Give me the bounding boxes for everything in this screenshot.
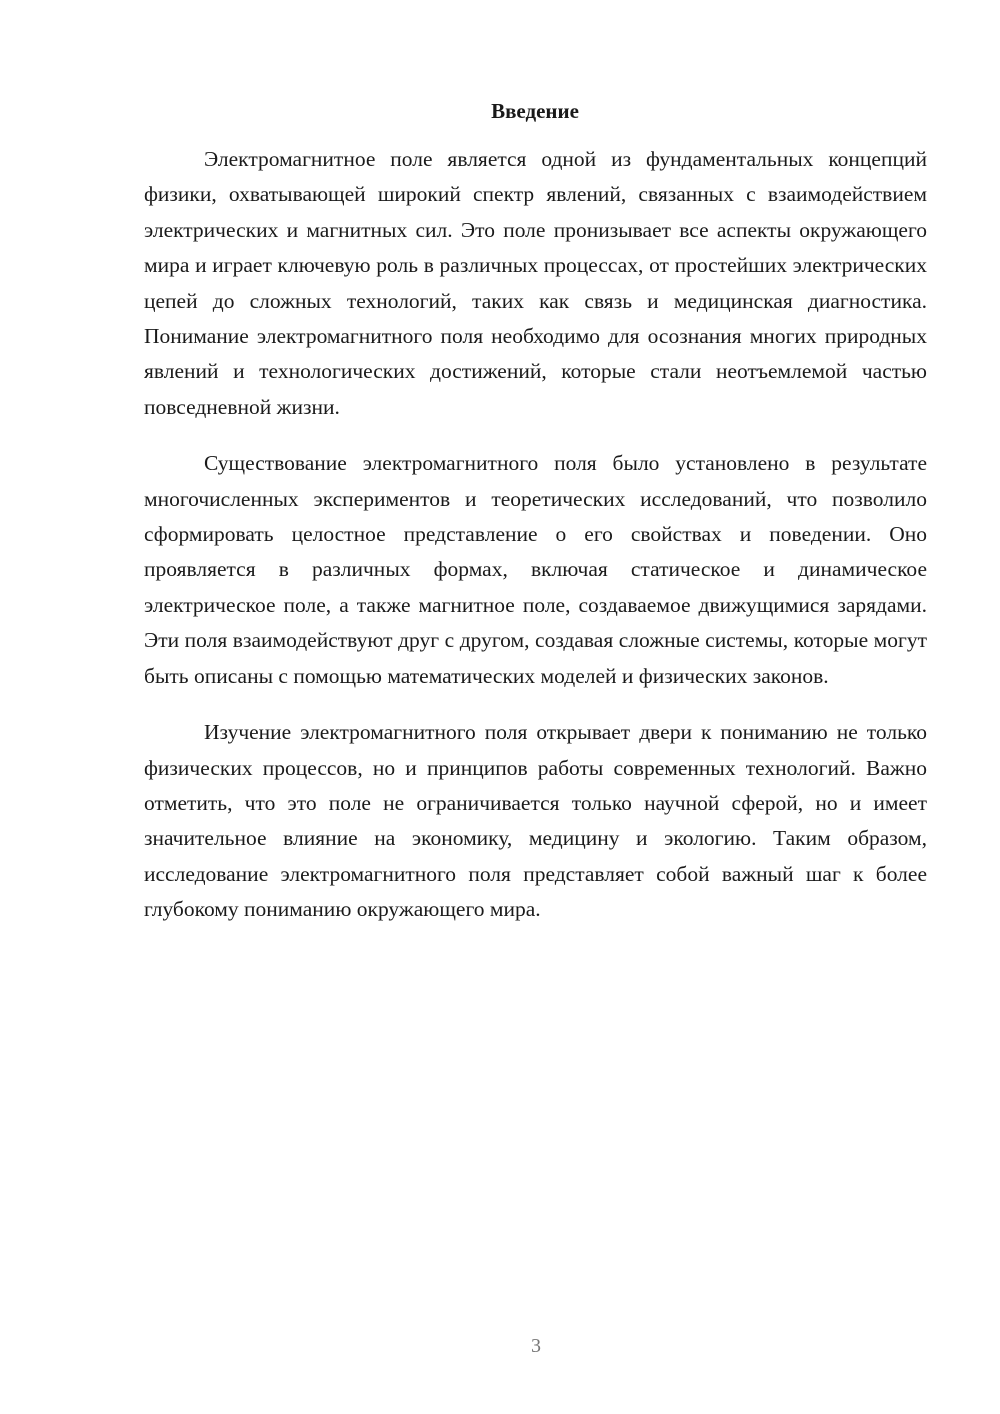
body-text — [144, 142, 927, 949]
paragraph-3: Изучение электромагнитного поля открывает двери к пониманию не только физических процессов, но и принципов работы современных технологий. Важно отметить, что это поле не ограничивается только научной сферой, но и имеет значительное влияние на экономику, медицину и экологию. Таким образом, исследование электромагнитного поля представляет собой важный шаг к более глубокому пониманию окружающего мира. — [144, 720, 927, 922]
paragraph-2: Существование электромагнитного поля было установлено в результате многочисленных экспериментов и теоретических исследований, что позволило сформировать целостное представление о его свойствах и поведении. Оно проявляется в различных формах, включая статическое и динамическое электрическое поле, а также магнитное поле, создаваемое движущимися зарядами. Эти поля взаимодействуют друг с другом, создавая сложные системы, которые могут быть описаны с помощью математических моделей и физических законов. — [144, 451, 927, 688]
section-title: Введение — [491, 99, 579, 123]
paragraph-1: Электромагнитное поле является одной из фундаментальных концепций физики, охватывающей широкий спектр явлений, связанных с взаимодействием электрических и магнитных сил. Это поле пронизывает все аспекты окружающего мира и играет ключевую роль в различных процессах, от простейших электрических цепей до сложных технологий, таких как связь и медицинская диагностика. Понимание электромагнитного поля необходимо для осознания многих природных явлений и технологических достижений, которые стали неотъемлемой частью повседневной жизни. — [144, 147, 927, 419]
page-number: 3 — [531, 1335, 541, 1357]
